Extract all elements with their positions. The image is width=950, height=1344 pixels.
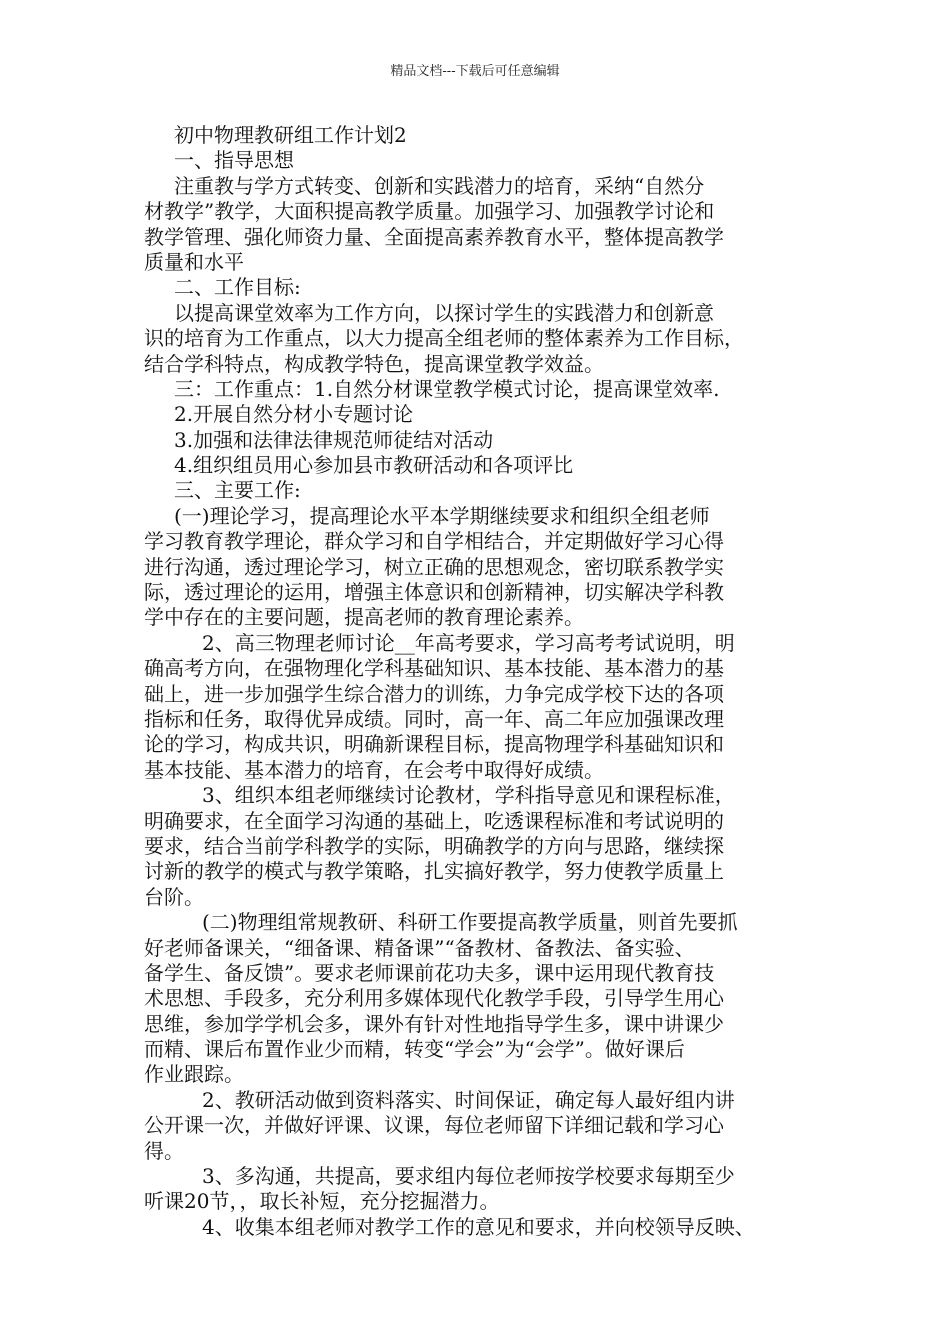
paragraph-line: 际，透过理论的运用，增强主体意识和创新精神，切实解决学科教 xyxy=(144,580,724,605)
paragraph-line: 确高考方向，在强物理化学科基础知识、基本技能、基本潜力的基 xyxy=(144,656,724,681)
paragraph-line: 听课20节，，取长补短，充分挖掘潜力。 xyxy=(144,1189,500,1214)
list-item: 3.加强和法律法律规范师徒结对活动 xyxy=(174,427,494,452)
paragraph-line: 教学管理、强化师资力量、全面提高素养教育水平，整体提高教学 xyxy=(144,224,724,249)
paragraph-line: 3、多沟通，共提高，要求组内每位老师按学校要求每期至少 xyxy=(202,1164,735,1189)
paragraph-line: 明确要求，在全面学习沟通的基础上，吃透课程标准和考试说明的 xyxy=(144,808,724,833)
paragraph-line: 论的学习，构成共识，明确新课程目标，提高物理学科基础知识和 xyxy=(144,732,724,757)
paragraph-line: 注重教与学方式转变、创新和实践潜力的培育，采纳“自然分 xyxy=(174,173,705,198)
paragraph-line: 得。 xyxy=(144,1138,184,1163)
paragraph-line: 以提高课堂效率为工作方向，以探讨学生的实践潜力和创新意 xyxy=(174,300,714,325)
paragraph-line: 作业跟踪。 xyxy=(144,1062,244,1087)
paragraph-line: 术思想、手段多，充分利用多媒体现代化教学手段，引导学生用心 xyxy=(144,986,724,1011)
doc-title: 初中物理教研组工作计划2 xyxy=(174,123,407,147)
paragraph-line: (二)物理组常规教研、科研工作要提高教学质量，则首先要抓 xyxy=(202,910,738,935)
paragraph-line: 质量和水平 xyxy=(144,249,244,274)
section-heading: 三：工作重点：1.自然分材课堂教学模式讨论，提高课堂效率. xyxy=(174,376,720,401)
paragraph-line: 基本技能、基本潜力的培育，在会考中取得好成绩。 xyxy=(144,757,604,782)
paragraph-line: 进行沟通，透过理论学习，树立正确的思想观念，密切联系教学实 xyxy=(144,554,724,579)
paragraph-line: 4、收集本组老师对教学工作的意见和要求，并向校领导反映、 xyxy=(202,1214,755,1239)
paragraph-line: 备学生、备反馈”。要求老师课前花功夫多，课中运用现代教育技 xyxy=(144,960,715,985)
list-item: 4.组织组员用心参加县市教研活动和各项评比 xyxy=(174,453,574,478)
paragraph-line: 结合学科特点，构成教学特色，提高课堂教学效益。 xyxy=(144,351,604,376)
paragraph-line: 好老师备课关，“细备课、精备课”“备教材、备教法、备实验、 xyxy=(144,935,695,960)
paragraph-line: 材教学”教学，大面积提高教学质量。加强学习、加强教学讨论和 xyxy=(144,199,715,224)
paragraph-line: 2、高三物理老师讨论__年高考要求，学习高考考试说明，明 xyxy=(202,630,735,655)
section-heading: 一、指导思想 xyxy=(174,148,294,173)
paragraph-line: 础上，进一步加强学生综合潜力的训练，力争完成学校下达的各项 xyxy=(144,681,724,706)
paragraph-line: 讨新的教学的模式与教学策略，扎实搞好教学，努力使教学质量上 xyxy=(144,859,724,884)
paragraph-line: 要求，结合当前学科教学的实际，明确教学的方向与思路，继续探 xyxy=(144,833,724,858)
paragraph-line: 台阶。 xyxy=(144,884,204,909)
page-header: 精品文档---下载后可任意编辑 xyxy=(390,64,560,79)
paragraph-line: 学习教育教学理论，群众学习和自学相结合，并定期做好学习心得 xyxy=(144,529,724,554)
list-item: 2.开展自然分材小专题讨论 xyxy=(174,402,414,427)
paragraph-line: 2、教研活动做到资料落实、时间保证，确定每人最好组内讲 xyxy=(202,1087,735,1112)
paragraph-line: 3、组织本组老师继续讨论教材，学科指导意见和课程标准， xyxy=(202,783,735,808)
paragraph-line: (一)理论学习，提高理论水平本学期继续要求和组织全组老师 xyxy=(174,503,710,528)
section-heading: 三、主要工作: xyxy=(174,478,301,503)
paragraph-line: 学中存在的主要问题，提高老师的教育理论素养。 xyxy=(144,605,584,630)
paragraph-line: 而精、课后布置作业少而精，转变“学会”为“会学”。做好课后 xyxy=(144,1037,685,1062)
paragraph-line: 指标和任务，取得优异成绩。同时，高一年、高二年应加强课改理 xyxy=(144,706,724,731)
paragraph-line: 识的培育为工作重点，以大力提高全组老师的整体素养为工作目标， xyxy=(144,326,744,351)
section-heading: 二、工作目标: xyxy=(174,275,301,300)
document-body xyxy=(144,123,812,1240)
paragraph-line: 思维，参加学学机会多，课外有针对性地指导学生多，课中讲课少 xyxy=(144,1011,724,1036)
paragraph-line: 公开课一次，并做好评课、议课，每位老师留下详细记载和学习心 xyxy=(144,1113,724,1138)
